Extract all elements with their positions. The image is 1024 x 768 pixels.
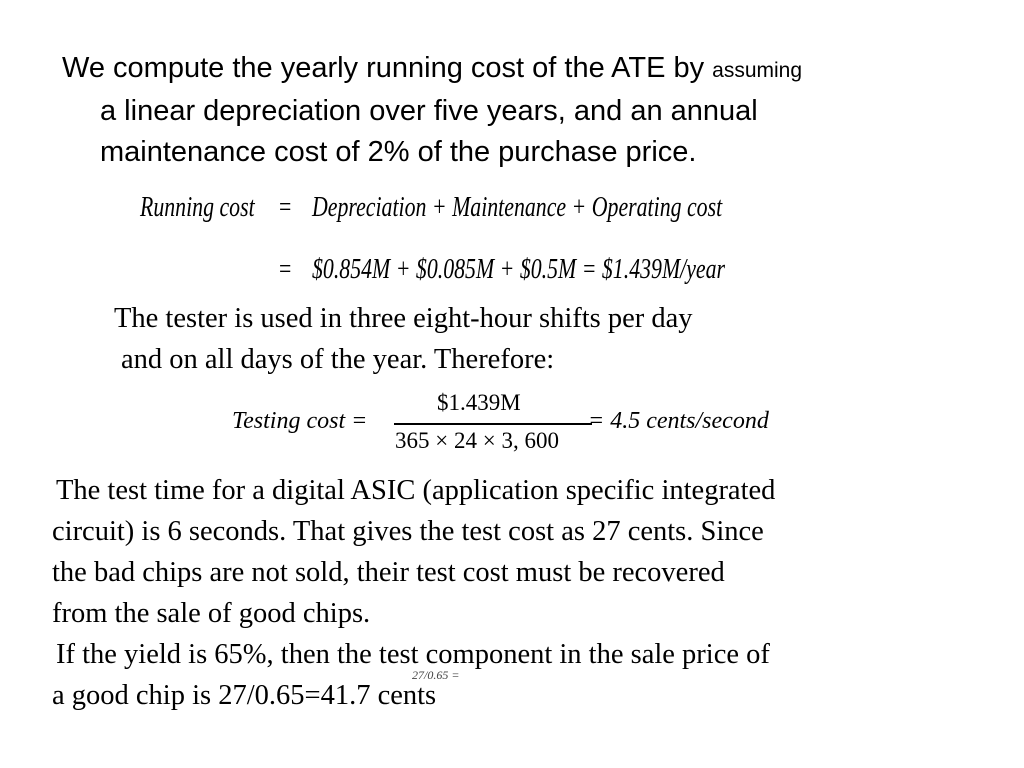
intro-line-1 <box>62 48 802 91</box>
tester-line-1: The tester is used in three eight-hour shifts per day <box>114 303 693 334</box>
testing-cost-lhs: Testing cost = <box>232 408 368 434</box>
yield-line-2: a good chip is 27/0.65=41.7 cents <box>52 680 437 711</box>
intro-line-2: a linear depreciation over five years, and an annual <box>100 95 758 127</box>
test-time-line-3: the bad chips are not sold, their test cost must be recovered <box>52 557 725 588</box>
testing-cost-denominator: 365 × 24 × 3, 600 <box>395 428 559 453</box>
test-time-line-2: circuit) is 6 seconds. That gives the test cost as 27 cents. Since <box>52 516 764 547</box>
testing-cost-numerator: $1.439M <box>437 390 521 415</box>
intro-line-3: maintenance cost of 2% of the purchase price. <box>100 136 697 168</box>
test-time-line-1: The test time for a digital ASIC (application specific integrated <box>56 475 776 506</box>
running-cost-equals-1: = <box>279 192 292 223</box>
yield-overlay-note: 27/0.65 = <box>412 668 460 682</box>
running-cost-formula: Depreciation + Maintenance + Operating cost <box>312 192 723 223</box>
yield-line-1: If the yield is 65%, then the test component in the sale price of <box>56 639 770 670</box>
test-time-line-4: from the sale of good chips. <box>52 598 371 629</box>
intro-line-1-small: assuming <box>712 59 803 82</box>
tester-line-2: and on all days of the year. Therefore: <box>121 344 555 375</box>
running-cost-equals-2: = <box>279 254 292 285</box>
running-cost-values: $0.854M + $0.085M + $0.5M = $1.439M/year <box>312 254 726 285</box>
running-cost-label: Running cost <box>140 192 255 223</box>
fraction-bar <box>394 423 592 425</box>
intro-line-1-main: We compute the yearly running cost of the ATE by <box>62 52 705 84</box>
testing-cost-rhs: = 4.5 cents/second <box>588 408 769 434</box>
